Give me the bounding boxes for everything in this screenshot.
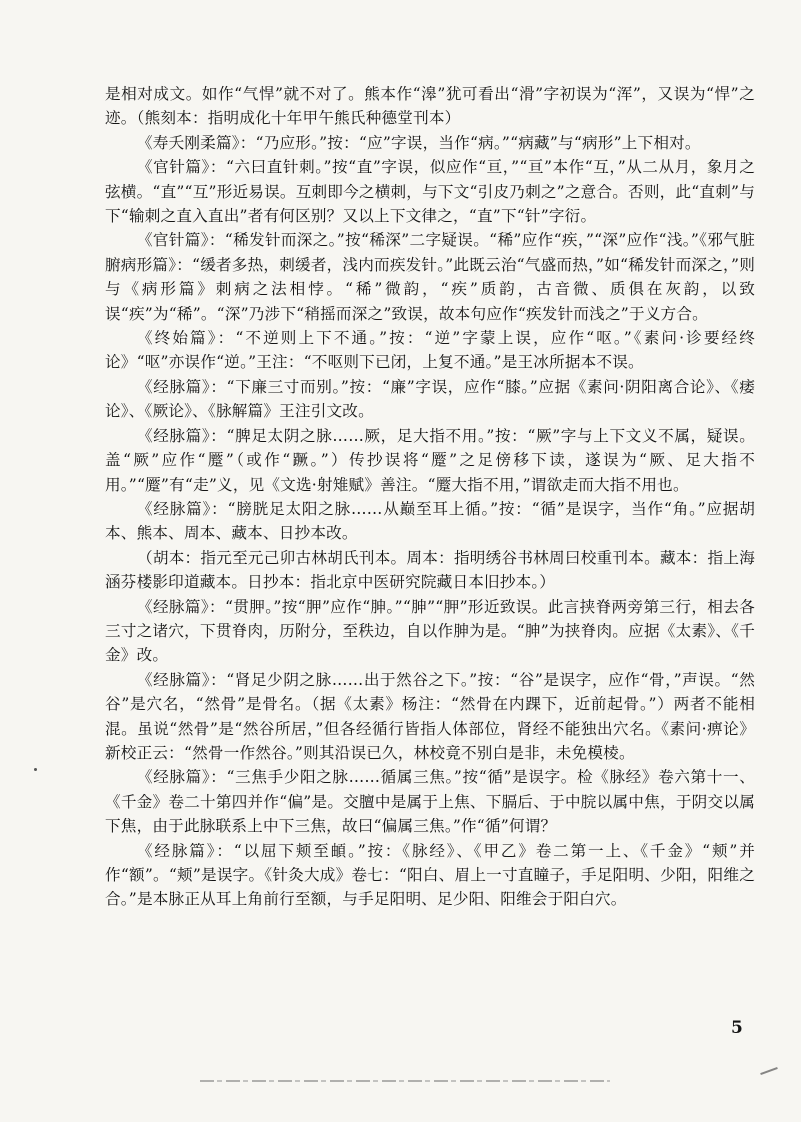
paragraph-4: 《官针篇》：“稀发针而深之。”按“稀深”二字疑误。“稀”应作“疾，”“深”应作“浅。”《邪气脏腑病形篇》：“缓者多热，刺缓者，浅内而疾发针。”此既云治“气盛而热，”如“稀发针而深之，”则与《病形篇》刺病之法相悖。“稀”微韵，“疾”质韵，古音微、质俱在灰韵，以致误“疾”为“稀”。“深”乃涉下“稍摇而深之”致误，故本句应作“疾发针而浅之”于义方合。 bbox=[105, 231, 755, 323]
paragraph-8: 《经脉篇》：“膀胱足太阳之脉……从巅至耳上循。”按：“循”是误字，当作“角。”应据胡本、熊本、周本、藏本、日抄本改。 bbox=[105, 499, 755, 543]
paragraph-2: 《寿夭刚柔篇》：“乃应形。”按：“应”字误，当作“病。”“病藏”与“病形”上下相对。 bbox=[137, 133, 701, 152]
paragraph-3: 《官针篇》：“六曰直针刺。”按“直”字误，似应作“亘，”“亘”本作“互，”从二从月，象月之弦横。“直”“互”形近易误。互刺即今之横刺，与下文“引皮乃刺之”之意合。否则，此“直刺”与下“输刺之直入直出”者有何区别？又以上下文律之，“直”下“针”字衍。 bbox=[105, 158, 755, 226]
paragraph-7: 《经脉篇》：“脾足太阴之脉……厥，足大指不用。”按：“厥”字与上下文义不属，疑误。盖“厥”应作“蹷”（或作“蹶。”）传抄误将“蹷”之足傍移下读，遂误为“厥、足大指不用。”“蹷”有“走”义，见《文选·射雉赋》善注。“蹷大指不用，”谓欲走而大指不用也。 bbox=[105, 426, 755, 494]
paragraph-11: 《经脉篇》：“肾足少阴之脉……出于然谷之下。”按：“谷”是误字，应作“骨，”声误。“然谷”是穴名，“然骨”是骨名。（据《太素》杨注：“然骨在内踝下，近前起骨。”）两者不能相混。虽说“然骨”是“然谷所居，”但各经循行皆指人体部位，肾经不能独出穴名。《素问·痹论》新校正云：“然骨一作然谷。”则其沿误已久，林校竟不别白是非，未免模棱。 bbox=[105, 670, 755, 762]
paragraph-10: 《经脉篇》：“贯胛。”按“胛”应作“胂。”“胂”“胛”形近致误。此言挟脊两旁第三行，相去各三寸之诸穴，下贯脊肉，历附分，至秩边，自以作胂为是。“胂”为挟脊肉。应据《太素》、《千金》改。 bbox=[105, 597, 755, 665]
page-number: 5 bbox=[731, 1018, 743, 1038]
paragraph-12: 《经脉篇》：“三焦手少阳之脉……循属三焦。”按“循”是误字。检《脉经》卷六第十一、《千金》卷二十第四并作“偏”是。交膻中是属于上焦、下膈后、于中脘以属中焦，于阴交以属下焦，由于此脉联系上中下三焦，故曰“偏属三焦。”作“循”何谓？ bbox=[105, 768, 755, 836]
paragraph-13: 《经脉篇》：“以屈下颊至頔。”按：《脉经》、《甲乙》卷二第一上、《千金》“颊”并作“额”。“颊”是误字。《针灸大成》卷七：“阳白、眉上一寸直瞳子，手足阳明、少阳，阳维之合。”是本脉正从耳上角前行至额，与手足阳明、足少阳、阳维会于阳白穴。 bbox=[105, 841, 755, 909]
page-body bbox=[105, 82, 755, 912]
paragraph-6: 《经脉篇》：“下廉三寸而别。”按：“廉”字误，应作“膝。”应据《素问·阴阳离合论》、《痿论》、《厥论》、《脉解篇》王注引文改。 bbox=[105, 377, 755, 421]
scan-speck bbox=[34, 768, 37, 771]
paragraph-1: 是相对成文。如作“气悍”就不对了。熊本作“滜”犹可看出“滑”字初误为“浑”，又误为“悍”之迹。（熊刻本：指明成化十年甲午熊氏种德堂刊本） bbox=[105, 85, 755, 128]
scan-artifact-line bbox=[200, 1080, 610, 1082]
paragraph-9: （胡本：指元至元己卯古林胡氏刊本。周本：指明绣谷书林周曰校重刊本。藏本：指上海涵芬楼影印道藏本。日抄本：指北京中医研究院藏日本旧抄本。） bbox=[105, 548, 755, 592]
paragraph-5: 《终始篇》：“不逆则上下不通。”按：“逆”字蒙上误，应作“呕。”《素问·诊要经终论》“呕”亦误作“逆。”王注：“不呕则下已闭，上复不通。”是王冰所据本不误。 bbox=[105, 329, 755, 372]
scan-artifact-mark bbox=[760, 1067, 778, 1075]
